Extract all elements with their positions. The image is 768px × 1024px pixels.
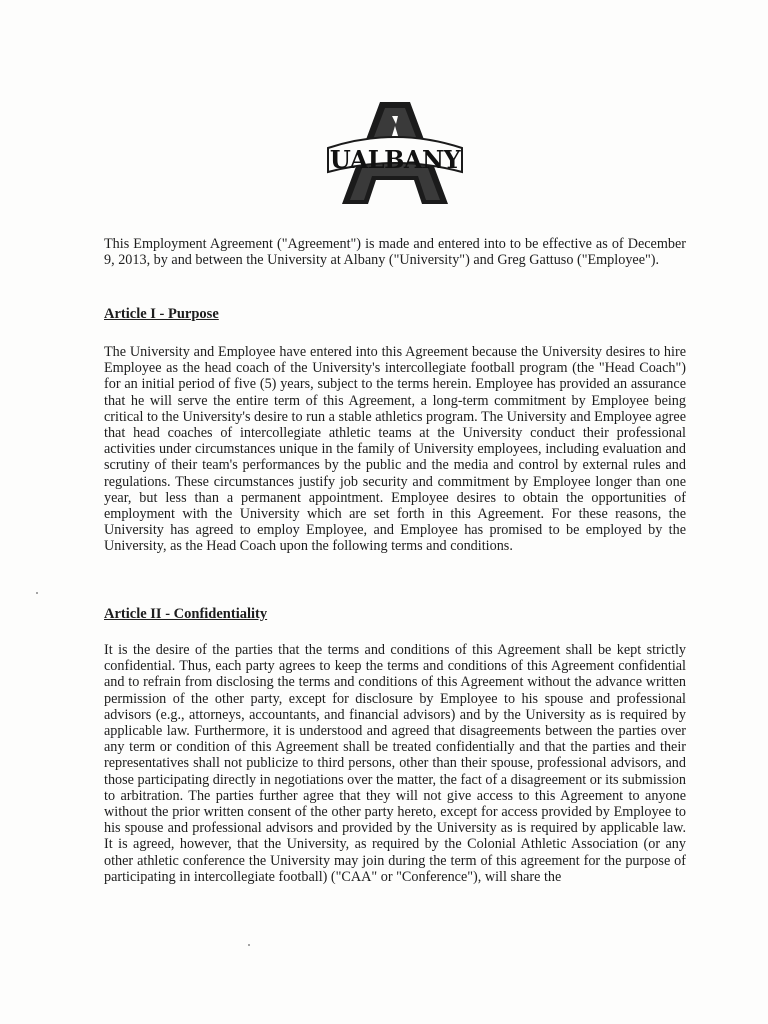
scan-speck	[36, 592, 38, 594]
ualbany-a-logo-icon	[326, 96, 464, 208]
article-1-heading: Article I - Purpose	[104, 306, 219, 322]
article-1-text: The University and Employee have entered into this Agreement because the University desires to hire Employee as the head coach of the University's intercollegiate football program (the "Head Coach") for an initial period of five (5) years, subject to the terms herein. Employee has provided an assurance that he will serve the entire term of this Agreement, a long-term commitment by Employee being critical to the University's desire to run a stable athletics program. The University and Employee agree that head coaches of intercollegiate athletic teams at the University conduct their professional activities under circumstances unique in the family of University employees, including evaluation and scrutiny of their team's performances by the public and the media and control by external rules and regulations. These circumstances justify job security and commitment by Employee longer than one year, but less than a permanent appointment. Employee desires to obtain the opportunities of employment with the University which are set forth in this Agreement. For these reasons, the University has agreed to employ Employee, and Employee has promised to be employed by the University, as the Head Coach upon the following terms and conditions.	[104, 344, 686, 555]
logo-wordmark: UALBANY	[329, 145, 461, 174]
intro-paragraph: This Employment Agreement ("Agreement") is made and entered into to be effective as of December 9, 2013, by and between the University at Albany ("University") and Greg Gattuso ("Employee").	[104, 236, 686, 269]
scan-speck	[248, 944, 250, 946]
article-2-text: It is the desire of the parties that the terms and conditions of this Agreement shall be kept strictly confidential. Thus, each party agrees to keep the terms and conditions of this Agreement confidential and to refrain from disclosing the terms and conditions of this Agreement without the advance written permission of the other party, except for disclosure by Employee to his spouse and professional advisors (e.g., attorneys, accountants, and financial advisors) and by the University as is required by applicable law. Furthermore, it is understood and agreed that disagreements between the parties over any term or condition of this Agreement shall be treated confidentially and that the parties and their representatives shall not publicize to third persons, other than their spouse, professional advisors, and those participating directly in negotiations over the matter, the fact of a disagreement or its submission to arbitration. The parties further agree that they will not give access to this Agreement to anyone without the prior written consent of the other party hereto, except for access provided by Employee to his spouse and professional advisors and provided by the University as is required by applicable law. It is agreed, however, that the University, as required by the Colonial Athletic Association (or any other athletic conference the University may join during the term of this agreement for the purpose of participating in intercollegiate football) ("CAA" or "Conference"), will share the	[104, 642, 686, 885]
article-2-heading: Article II - Confidentiality	[104, 606, 268, 622]
